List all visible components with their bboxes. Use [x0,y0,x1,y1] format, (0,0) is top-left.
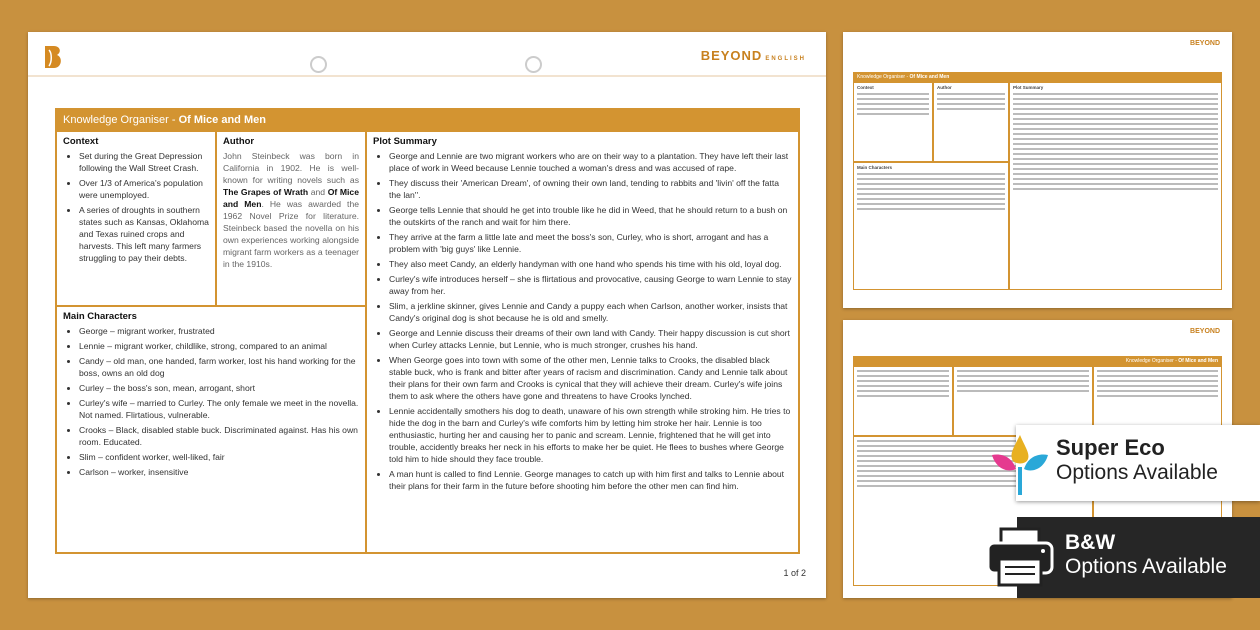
character-item: • Candy – old man, one handed, farm worker, lost his hand working for the boss, owns an old dog [79,355,359,379]
brand-logo: BEYOND [1190,328,1220,335]
beyond-logo-icon [42,44,64,70]
plot-item: • Curley's wife introduces herself – she is flirtatious and provocative, causing George to warn Lennie to stay away from her. [389,273,792,297]
book-title: Of Mice and Men [223,187,359,209]
preview-author: Author [933,82,1009,162]
character-item: • Crooks – Black, disabled stable buck. Discriminated against. Has his own room. Educated. [79,424,359,448]
context-item: • A series of droughts in southern states such as Kansas, Oklahoma and Texas ruined crops and harvests. This left many farmers struggling to pay their debts. [79,204,209,264]
worksheet-page-1 [28,32,826,598]
eco-badge-subtitle: Options Available [1056,461,1218,484]
super-eco-badge [1016,425,1260,501]
preview-themes [853,366,953,436]
plot-item: • George and Lennie discuss their dreams of their own land with Candy. Their happy discussion is cut short when Curley attacks Lennie, but Lennie, who is much stronger, crushes his hand. [389,327,792,351]
author-text: and [308,187,328,197]
characters-heading: Main Characters [63,311,137,322]
punch-hole-icon [525,56,542,73]
plot-heading: Plot Summary [373,136,437,147]
page-number: 1 of 2 [783,568,806,578]
context-section [57,132,217,307]
punch-hole-icon [310,56,327,73]
character-item: • Curley's wife – married to Curley. The only female we meet in the novella. Not named. Flirtatious, vulnerable. [79,397,359,421]
preview-title: Knowledge Organiser - Of Mice and Men [853,356,1222,366]
author-text: . He was awarded the 1962 Novel Prize for literature. Steinbeck based the novella on his own experiences working alongside migrant farm workers as a teenager in the 1910s. [223,199,359,269]
plot-item: • They also meet Candy, an elderly handyman with one hand who spends his time with his old, loyal dog. [389,258,792,270]
context-item: • Set during the Great Depression following the Wall Street Crash. [79,150,209,174]
plot-item: • A man hunt is called to find Lennie. George manages to catch up with him first and talks to Lennie about their plans for their farm in the future before shooting him before the other men can find him. [389,468,792,492]
printer-icon [985,527,1055,587]
preview-characters: Main Characters [853,162,1009,290]
header-divider [28,75,826,77]
preview-context: Context [853,82,933,162]
preview-title: Knowledge Organiser - Of Mice and Men [853,72,1222,82]
brand-logo: BEYOND ENGLISH [700,48,806,63]
plot-section [367,132,798,552]
eco-badge-title: Super Eco [1056,435,1165,460]
plot-item: • George tells Lennie that should he get into trouble like he did in Weed, that he should return to a bush on the outskirts of the ranch and wait for him there. [389,204,792,228]
context-heading: Context [63,136,99,147]
plot-item: • Lennie accidentally smothers his dog to death, unaware of his own strength while stroking him. He tries to hide the dog in the barn and Curley's wife comforts him by letting him stroke her hair. Lennie is too enthusiastic, hurting her and causing her to panic and scream. Lennie, frightened that he will get into trouble, accidently breaks her neck in his efforts to make her be quiet. He flees to bushes where George told him to hide should they face trouble. [389,405,792,465]
character-item: • Curley – the boss's son, mean, arrogant, short [79,382,359,394]
character-item: • Lennie – migrant worker, childlike, strong, compared to an animal [79,340,359,352]
eco-ink-drops-icon [988,433,1052,499]
organiser-title: Knowledge Organiser - Of Mice and Men [57,110,798,132]
plot-item: • They discuss their 'American Dream', of owning their own land, tending to rabbits and 'livin' off the fatta the lan''. [389,177,792,201]
author-section [217,132,367,307]
preview-plot: Plot Summary [1009,82,1222,290]
bw-badge [1017,517,1260,598]
brand-logo: BEYOND [1190,40,1220,47]
page-preview-1[interactable] [843,32,1232,308]
plot-item: • They arrive at the farm a little late and meet the boss's son, Curley, who is short, arrogant and has a problem with 'big guys' like Lennie. [389,231,792,255]
knowledge-organiser [55,108,800,554]
character-item: • Slim – confident worker, well-liked, fair [79,451,359,463]
author-heading: Author [223,136,255,147]
plot-item: • George and Lennie are two migrant workers who are on their way to a plantation. They have left their last place of work in Weed because Lennie touched a woman's dress and was accused of rape. [389,150,792,174]
character-item: • George – migrant worker, frustrated [79,325,359,337]
character-item: • Carlson – worker, insensitive [79,466,359,478]
bw-badge-title: B&W [1065,531,1116,554]
plot-item: • Slim, a jerkline skinner, gives Lennie and Candy a puppy each when Carlson, another worker, insists that Candy's original dog is shot because he is old and smelly. [389,300,792,324]
author-text: John Steinbeck was born in California in 1902. He is well-known for writing novels such as [223,151,359,185]
plot-item: • When George goes into town with some of the other men, Lennie talks to Crooks, the disabled black stable buck, who is frank and bitter after years of racism and discrimination. Candy and Lennie talk about their plans for their own farm and Crooks is cynical that they will achieve their dream. Curley's wife joins them to ask where the others have gone and threatens to have Crooks lynched. [389,354,792,402]
characters-section [57,307,367,552]
bw-badge-subtitle: Options Available [1065,555,1227,578]
book-title: The Grapes of Wrath [223,187,309,197]
context-item: • Over 1/3 of America's population were unemployed. [79,177,209,201]
